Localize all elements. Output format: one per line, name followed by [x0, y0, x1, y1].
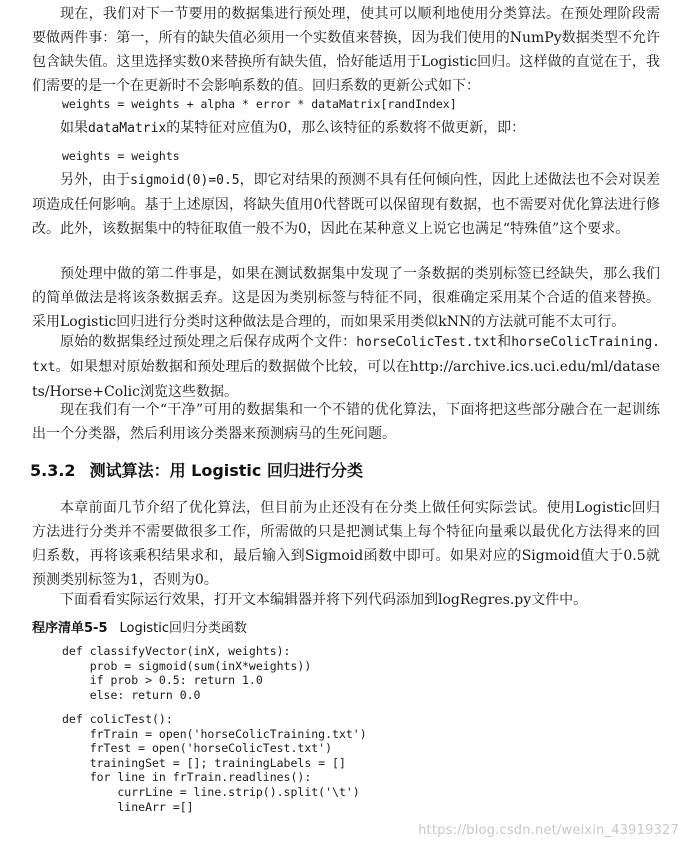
inline-code: dataMatrix: [88, 121, 167, 136]
paragraph-preprocessing: 现在，我们对下一节要用的数据集进行预处理，使其可以顺利地使用分类算法。在预处理阶段需要做两件事：第一，所有的缺失值必须用一个实数值来替换，因为我们使用的NumPy数据类型不允许包含缺失值。这里选择实数0来替换所有缺失值，恰好能适用于Logistic回归。这样做的直觉在于，我们需要的是一个在更新时不会影响系数的值。回归系数的更新公式如下：: [32, 6, 660, 94]
paragraph-missing-labels: 预处理中做的第二件事是，如果在测试数据集中发现了一条数据的类别标签已经缺失，那么我们的简单做法是将该条数据丢弃。这是因为类别标签与特征不同，很难确定采用某个合适的值来替换。采用Logistic回归进行分类时这种做法是合理的，而如果采用类似kNN的方法就可能不太可行。: [32, 266, 660, 330]
paragraph-datamatrix: [32, 116, 660, 141]
paragraph-run-instructions: 下面看看实际运行效果，打开文本编辑器并将下列代码添加到logRegres.py文件中。: [60, 592, 588, 608]
text-segment: ，即它对结果的预测不具有任何倾向性，因此上述做法也不会对误差项造成任何影响。基于上述原因，将缺失值用0代替既可以保留现有数据，也不需要对优化算法进行修改。此外，该数据集中的特征取值一般不为0，因此在某种意义上说它也满足“特殊值”这个要求。: [32, 172, 661, 237]
inline-code: horseColicTraining.txt: [32, 335, 661, 375]
listing-label: 程序清单5-5: [32, 621, 108, 636]
text-segment: 另外，由于: [60, 172, 131, 188]
code-classify-vector: def classifyVector(inX, weights): prob = sigmoid(sum(inX*weights)) if prob > 0.5: return 1.0 else: return 0.0: [62, 644, 312, 702]
paragraph-clean-dataset: 现在我们有一个“干净”可用的数据集和一个不错的优化算法，下面将把这些部分融合在一起训练出一个分类器，然后利用该分类器来预测病马的生死问题。: [32, 402, 660, 442]
inline-code: horseColicTest.txt: [356, 335, 498, 350]
paragraph-sigmoid: [32, 168, 660, 241]
no-update-formula: weights = weights: [62, 149, 180, 163]
text-segment: 。如果想对原始数据和预处理后的数据做个比较，可以在http://archive.ics.uci.edu/ml/datasets/Horse+Colic浏览这些数据。: [32, 359, 660, 400]
text-segment: 原始的数据集经过预处理之后保存成两个文件：: [60, 334, 357, 350]
listing-caption: [32, 620, 247, 638]
inline-code: sigmoid(0)=0.5: [130, 173, 240, 188]
paragraph-classification-intro: 本章前面几节介绍了优化算法，但目前为止还没有在分类上做任何实际尝试。使用Logistic回归方法进行分类并不需要做很多工作，所需做的只是把测试集上每个特征向量乘以最优化方法得来的回归系数，再将该乘积结果求和，最后输入到Sigmoid函数中即可。如果对应的Sigmoid值大于0.5就预测类别标签为1，否则为0。: [32, 500, 660, 588]
update-formula: weights = weights + alpha * error * dataMatrix[randIndex]: [62, 97, 457, 111]
paragraph-dataset-files: [32, 330, 660, 404]
listing-title: Logistic回归分类函数: [119, 621, 247, 636]
text-segment: 如果: [60, 120, 88, 136]
text-segment: 的某特征对应值为0，那么该特征的系数将不做更新，即：: [166, 120, 526, 136]
section-number: 5.3.2: [30, 461, 76, 480]
code-colic-test: def colicTest(): frTrain = open('horseColicTraining.txt') frTest = open('horseColicTest.txt') trainingSet = []; trainingLabels = [] for line in frTrain.readlines(): currLine = line.strip().split('\t') lineArr =[]: [62, 712, 367, 814]
watermark-url: https://blog.csdn.net/weixin_43919327: [418, 823, 679, 838]
text-segment: 和: [497, 334, 512, 350]
section-title: 测试算法：用 Logistic 回归进行分类: [89, 461, 363, 480]
section-heading: [30, 460, 363, 482]
